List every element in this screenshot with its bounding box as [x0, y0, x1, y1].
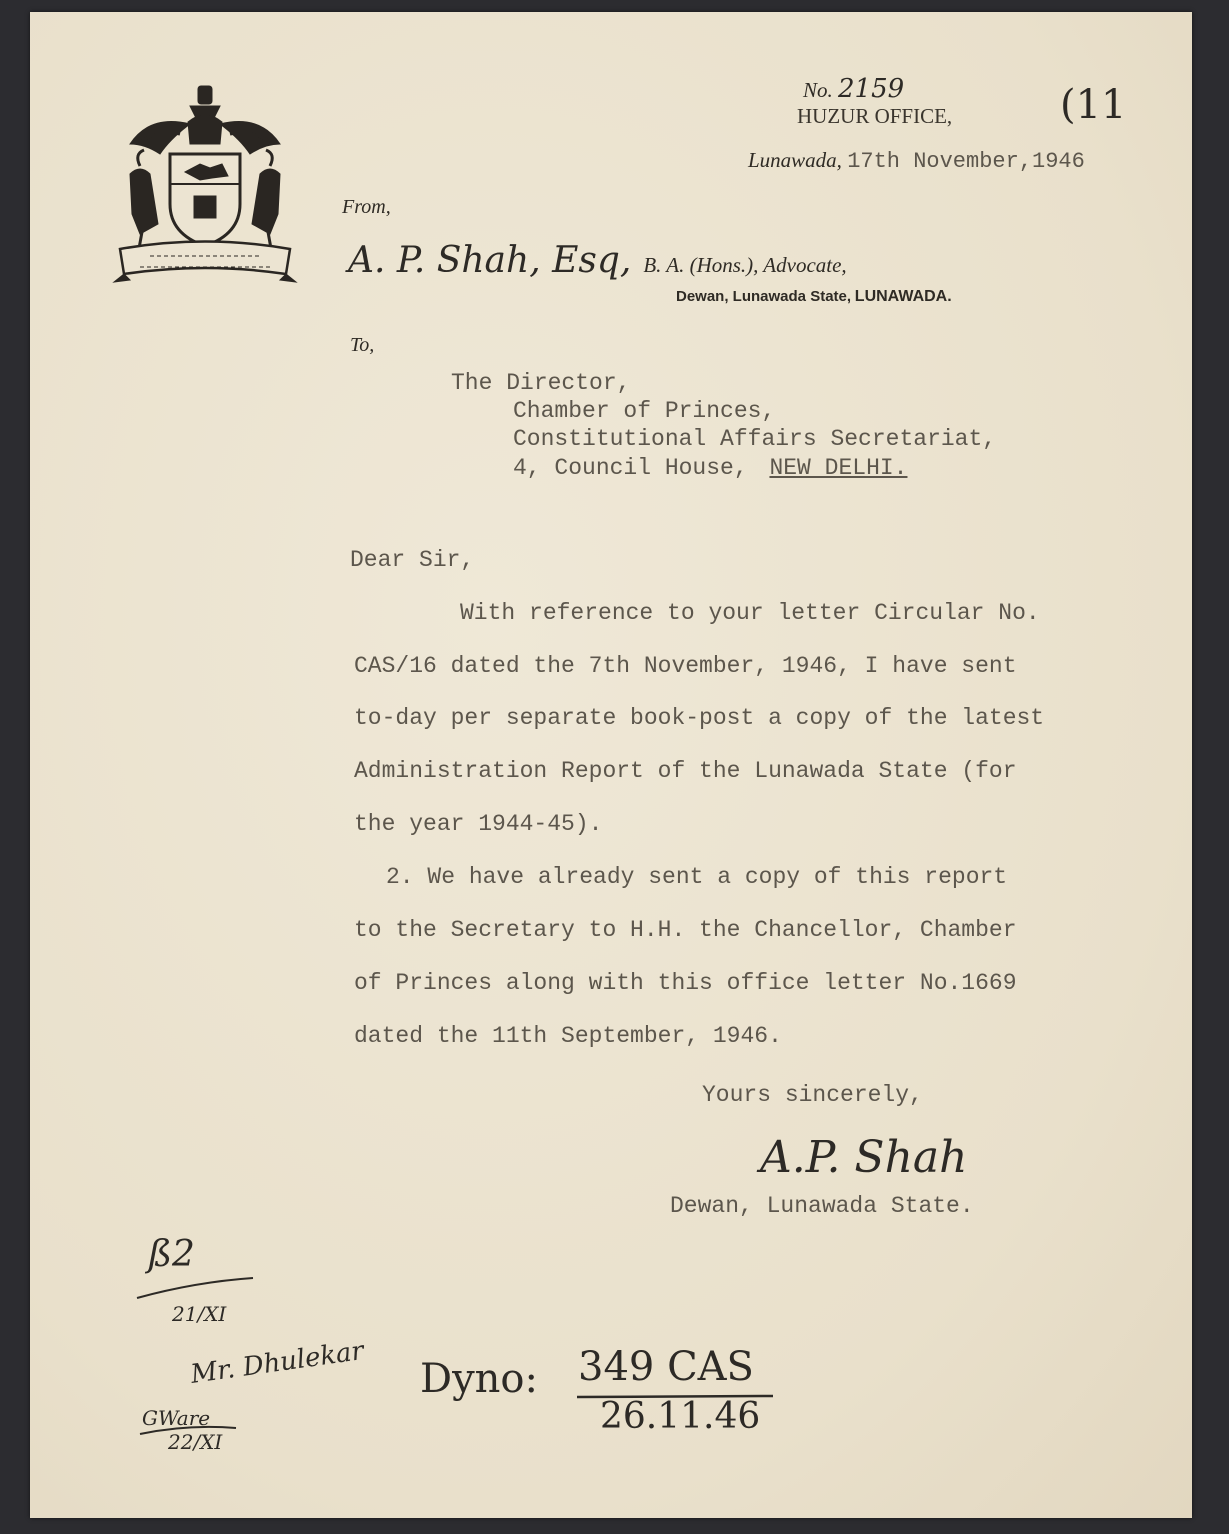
- reference-number-label: No.: [803, 78, 833, 102]
- paragraph-1-line: to-day per separate book-post a copy of the latest: [354, 705, 1045, 731]
- sender-line: [348, 240, 847, 281]
- sender-town: LUNAWADA.: [854, 288, 952, 305]
- reference-number: [803, 74, 904, 104]
- sender-designation-line: [676, 288, 952, 306]
- paragraph-2-line: dated the 11th September, 1946.: [354, 1023, 782, 1049]
- sender-qualification: B. A. (Hons.), Advocate,: [643, 253, 847, 277]
- recipient-line-3: Constitutional Affairs Secretariat,: [513, 426, 997, 452]
- signature: A.P. Shah: [760, 1132, 968, 1183]
- handwritten-date-1: 21/XI: [172, 1302, 227, 1326]
- closing: Yours sincerely,: [702, 1082, 923, 1108]
- place-name: Lunawada,: [748, 148, 842, 172]
- office-name: HUZUR OFFICE,: [797, 104, 953, 128]
- signatory-title: Dewan, Lunawada State.: [670, 1193, 974, 1219]
- paragraph-1-line: Administration Report of the Lunawada State (for: [354, 758, 1017, 784]
- sender-name: A. P. Shah, Esq,: [348, 240, 632, 281]
- recipient-line-1: The Director,: [451, 370, 631, 396]
- sender-designation: Dewan, Lunawada State,: [676, 288, 852, 305]
- handwritten-date-2: 22/XI: [168, 1430, 223, 1454]
- handwritten-name: Mr. Dhulekar: [188, 1336, 366, 1390]
- recipient-line-4: [513, 455, 933, 481]
- salutation: Dear Sir,: [350, 547, 475, 573]
- dyno-value: 349 CAS: [578, 1344, 754, 1390]
- dyno-label: Dyno:: [420, 1356, 538, 1402]
- paragraph-2-line: 2. We have already sent a copy of this report: [386, 864, 1008, 890]
- recipient-address: 4, Council House,: [513, 455, 748, 481]
- recipient-city: NEW DELHI.: [769, 455, 908, 481]
- letter-dateline: [748, 148, 1085, 174]
- paragraph-1-line: With reference to your letter Circular No.: [460, 600, 1040, 626]
- to-label: To,: [350, 334, 375, 356]
- coat-of-arms-emblem: [110, 84, 300, 294]
- handwritten-initial: ß2: [148, 1234, 195, 1275]
- from-label: From,: [342, 196, 391, 218]
- letter-sheet: [30, 12, 1192, 1518]
- reference-number-value: 2159: [838, 74, 905, 104]
- paragraph-2-line: of Princes along with this office letter No.1669: [354, 970, 1017, 996]
- paragraph-2-line: to the Secretary to H.H. the Chancellor, Chamber: [354, 917, 1017, 943]
- dyno-date: 26.11.46: [600, 1396, 761, 1437]
- initial-underline: [135, 1274, 255, 1304]
- letter-date: 17th November,1946: [847, 149, 1085, 174]
- paragraph-1-line: CAS/16 dated the 7th November, 1946, I have sent: [354, 653, 1017, 679]
- recipient-line-2: Chamber of Princes,: [513, 398, 776, 424]
- paragraph-1-line: the year 1944-45).: [354, 811, 603, 837]
- handwritten-initial-2: GWare: [142, 1406, 211, 1430]
- corner-file-mark: (11: [1060, 82, 1127, 128]
